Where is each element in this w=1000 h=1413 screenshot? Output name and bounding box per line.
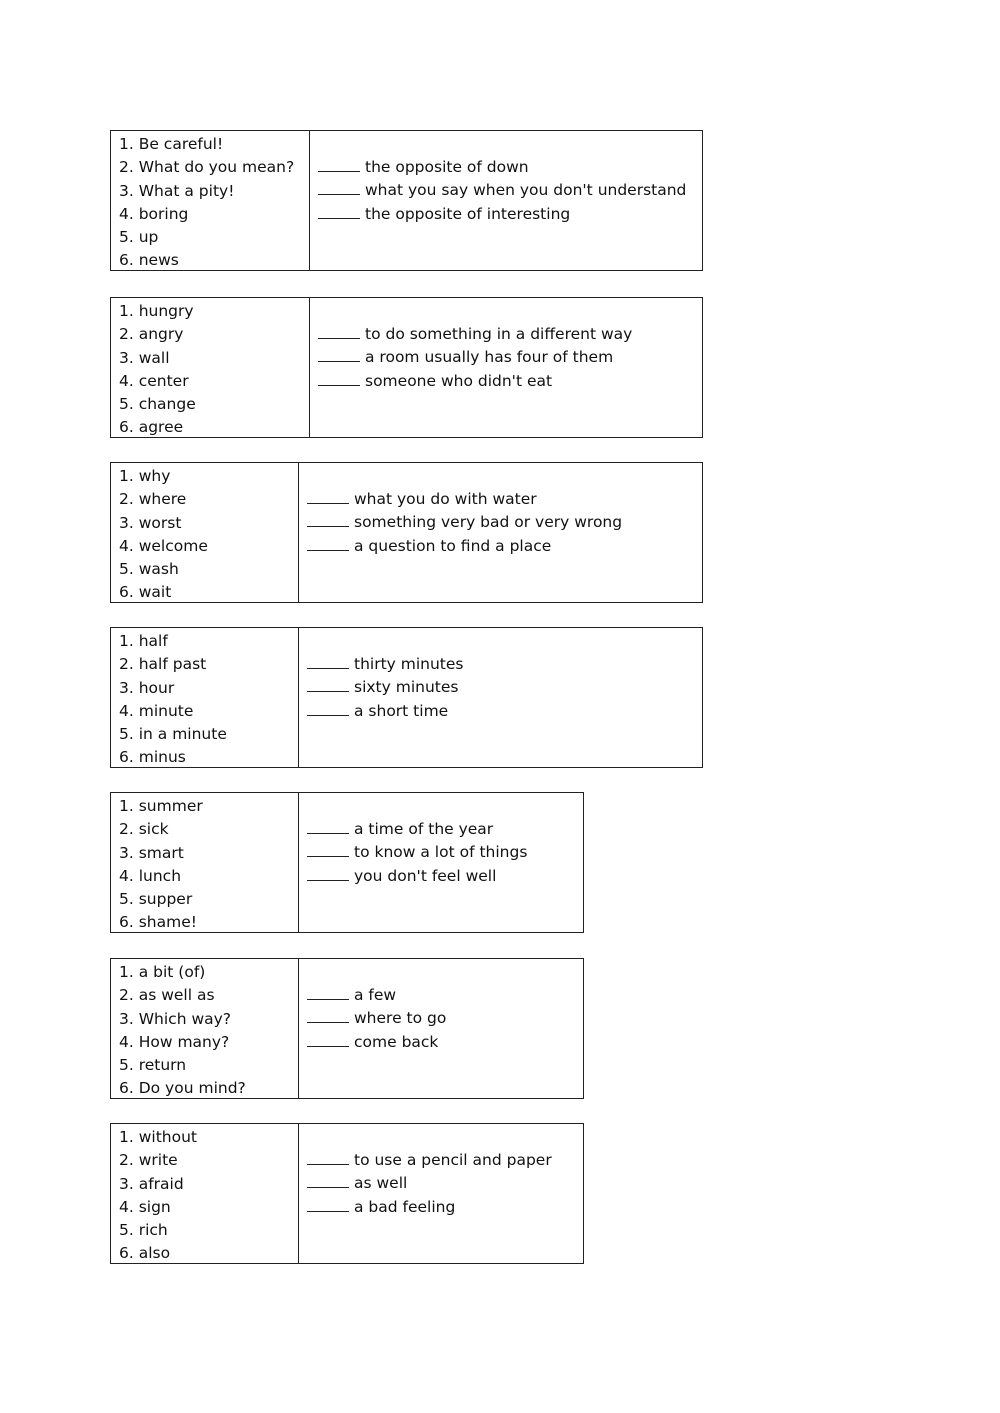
word-item: 3. What a pity! <box>119 181 235 200</box>
answer-blank[interactable] <box>318 204 360 219</box>
word-item: 1. hungry <box>119 302 194 320</box>
word-item: 5. supper <box>119 890 193 909</box>
matching-exercise-6 <box>110 958 584 1099</box>
definition-item <box>307 700 702 723</box>
word-item: 6. minus <box>119 748 186 767</box>
word-item: 2. as well as <box>119 986 215 1005</box>
word-item: 6. also <box>119 1244 171 1263</box>
definition-item <box>307 1196 583 1219</box>
word-list <box>111 131 310 270</box>
definition-item <box>318 179 702 202</box>
word-item: 4. center <box>119 371 189 390</box>
word-item: 1. summer <box>119 797 203 815</box>
word-item: 4. sign <box>119 1197 171 1216</box>
answer-blank[interactable] <box>307 1150 349 1165</box>
word-item: 2. write <box>119 1151 178 1170</box>
definition-list <box>299 959 583 1098</box>
answer-blank[interactable] <box>318 371 360 386</box>
definition-text: a question to find a place <box>354 536 552 555</box>
word-item: 5. return <box>119 1056 187 1075</box>
definition-text: a time of the year <box>354 820 494 838</box>
word-list <box>111 1124 299 1263</box>
definition-item <box>307 488 702 511</box>
answer-blank[interactable] <box>307 1008 349 1023</box>
word-item: 6. agree <box>119 418 184 437</box>
word-item: 4. minute <box>119 701 194 720</box>
definition-text: to know a lot of things <box>354 843 528 862</box>
answer-blank[interactable] <box>307 985 349 1000</box>
word-item: 3. worst <box>119 513 182 532</box>
word-item: 4. How many? <box>119 1032 230 1051</box>
answer-blank[interactable] <box>307 819 349 834</box>
answer-blank[interactable] <box>318 347 360 362</box>
definition-text: a short time <box>354 701 449 720</box>
word-item: 6. news <box>119 251 179 270</box>
definition-item <box>307 676 702 699</box>
answer-blank[interactable] <box>318 324 360 339</box>
word-item: 2. where <box>119 490 187 509</box>
matching-exercise-7 <box>110 1123 584 1264</box>
word-list <box>111 793 299 932</box>
definition-item <box>318 156 702 179</box>
matching-exercise-4 <box>110 627 703 768</box>
definition-text: something very bad or very wrong <box>354 513 623 532</box>
word-item: 5. change <box>119 395 196 414</box>
word-item: 3. Which way? <box>119 1009 232 1028</box>
definition-list <box>310 298 702 437</box>
definition-text: thirty minutes <box>354 655 464 673</box>
word-item: 6. wait <box>119 583 172 602</box>
answer-blank[interactable] <box>307 677 349 692</box>
word-item: 4. boring <box>119 204 189 223</box>
answer-blank[interactable] <box>318 180 360 195</box>
definition-text: you don't feel well <box>354 866 497 885</box>
definition-item <box>307 653 702 676</box>
definition-text: a room usually has four of them <box>365 348 614 367</box>
answer-blank[interactable] <box>307 866 349 881</box>
word-item: 4. welcome <box>119 536 208 555</box>
word-item: 5. in a minute <box>119 725 227 744</box>
word-item: 1. why <box>119 467 171 485</box>
word-list <box>111 463 299 602</box>
definition-item <box>307 1172 583 1195</box>
answer-blank[interactable] <box>307 489 349 504</box>
word-list <box>111 298 310 437</box>
definition-text: the opposite of interesting <box>365 204 571 223</box>
definition-text: to use a pencil and paper <box>354 1151 552 1169</box>
definition-text: what you say when you don't understand <box>365 181 687 200</box>
word-item: 1. without <box>119 1128 197 1146</box>
definition-text: to do something in a different way <box>365 325 633 343</box>
definition-item <box>307 1031 583 1054</box>
definition-text: the opposite of down <box>365 158 529 176</box>
definition-item <box>307 1149 583 1172</box>
word-item: 4. lunch <box>119 866 182 885</box>
definition-list <box>299 793 583 932</box>
word-list <box>111 628 299 767</box>
definition-list <box>299 628 702 767</box>
definition-text: a bad feeling <box>354 1197 456 1216</box>
word-item: 3. wall <box>119 348 170 367</box>
definition-text: sixty minutes <box>354 678 459 697</box>
matching-exercise-5 <box>110 792 584 933</box>
answer-blank[interactable] <box>318 157 360 172</box>
answer-blank[interactable] <box>307 1197 349 1212</box>
answer-blank[interactable] <box>307 1173 349 1188</box>
definition-text: a few <box>354 986 397 1004</box>
definition-item <box>307 818 583 841</box>
word-item: 6. Do you mind? <box>119 1079 246 1098</box>
word-item: 1. a bit (of) <box>119 963 206 981</box>
word-item: 2. What do you mean? <box>119 158 295 177</box>
answer-blank[interactable] <box>307 512 349 527</box>
word-item: 3. hour <box>119 678 175 697</box>
definition-list <box>310 131 702 270</box>
word-item: 2. half past <box>119 655 207 674</box>
definition-text: where to go <box>354 1009 447 1028</box>
word-item: 5. wash <box>119 560 179 579</box>
definition-text: come back <box>354 1032 439 1051</box>
word-item: 6. shame! <box>119 913 197 932</box>
answer-blank[interactable] <box>307 701 349 716</box>
word-item: 1. Be careful! <box>119 135 224 153</box>
definition-list <box>299 463 702 602</box>
answer-blank[interactable] <box>307 536 349 551</box>
definition-item <box>318 203 702 226</box>
definition-text: as well <box>354 1174 408 1193</box>
definition-item <box>318 370 702 393</box>
word-item: 2. sick <box>119 820 169 839</box>
word-item: 5. up <box>119 228 159 247</box>
definition-item <box>318 346 702 369</box>
definition-list <box>299 1124 583 1263</box>
definition-item <box>307 511 702 534</box>
definition-item <box>307 865 583 888</box>
word-list <box>111 959 299 1098</box>
matching-exercise-3 <box>110 462 703 603</box>
definition-item <box>307 535 702 558</box>
matching-exercise-2 <box>110 297 703 438</box>
definition-item <box>318 323 702 346</box>
word-item: 3. afraid <box>119 1174 184 1193</box>
definition-text: someone who didn't eat <box>365 371 553 390</box>
answer-blank[interactable] <box>307 1032 349 1047</box>
answer-blank[interactable] <box>307 842 349 857</box>
word-item: 3. smart <box>119 843 184 862</box>
definition-item <box>307 841 583 864</box>
definition-item <box>307 1007 583 1030</box>
word-item: 5. rich <box>119 1221 168 1240</box>
definition-text: what you do with water <box>354 490 537 508</box>
answer-blank[interactable] <box>307 654 349 669</box>
word-item: 1. half <box>119 632 168 650</box>
word-item: 2. angry <box>119 325 184 344</box>
definition-item <box>307 984 583 1007</box>
matching-exercise-1 <box>110 130 703 271</box>
